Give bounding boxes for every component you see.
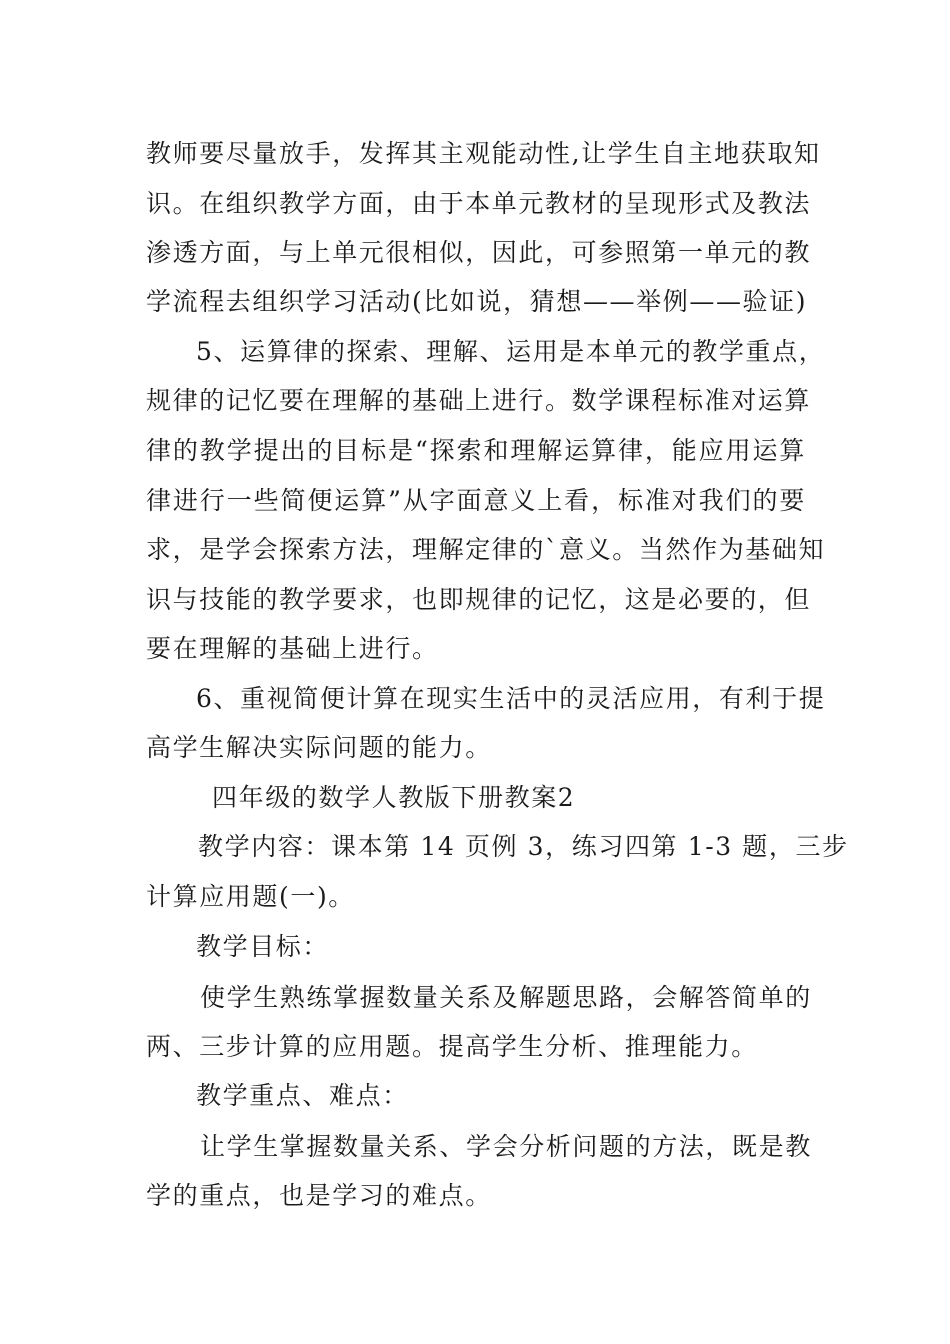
paragraph-line: 律进行一些简便运算”从字面意义上看，标准对我们的要 <box>146 486 806 515</box>
paragraph-line: 要在理解的基础上进行。 <box>146 634 439 663</box>
section-heading: 四年级的数学人教版下册教案2 <box>212 783 576 812</box>
paragraph-line: 规律的记忆要在理解的基础上进行。数学课程标准对运算 <box>146 386 812 415</box>
paragraph-line: 高学生解决实际问题的能力。 <box>146 733 492 762</box>
paragraph-line: 使学生熟练掌握数量关系及解题思路，会解答简单的 <box>200 983 812 1012</box>
paragraph-line: 教师要尽量放手，发挥其主观能动性,让学生自主地获取知 <box>146 139 821 168</box>
paragraph-line: 教学重点、难点： <box>196 1081 409 1110</box>
paragraph-line: 学的重点，也是学习的难点。 <box>146 1181 492 1210</box>
paragraph-line: 计算应用题(一)。 <box>146 882 355 911</box>
paragraph-line: 两、三步计算的应用题。提高学生分析、推理能力。 <box>146 1032 758 1061</box>
paragraph-line: 教学目标： <box>196 932 330 961</box>
paragraph-line: 识与技能的教学要求，也即规律的记忆，这是必要的，但 <box>146 585 812 614</box>
paragraph-line: 教学内容：课本第 14 页例 3，练习四第 1-3 题，三步 <box>198 832 849 861</box>
paragraph-line: 5、运算律的探索、理解、运用是本单元的教学重点， <box>196 337 826 366</box>
paragraph-line: 律的教学提出的目标是“探索和理解运算律，能应用运算 <box>146 436 806 465</box>
paragraph-line: 求，是学会探索方法，理解定律的`意义。当然作为基础知 <box>146 535 826 564</box>
paragraph-line: 学流程去组织学习活动(比如说，猜想——举例——验证) <box>146 287 808 316</box>
paragraph-line: 让学生掌握数量关系、学会分析问题的方法，既是教 <box>200 1132 812 1161</box>
paragraph-line: 识。在组织教学方面，由于本单元教材的呈现形式及教法 <box>146 189 812 218</box>
paragraph-line: 6、重视简便计算在现实生活中的灵活应用，有利于提 <box>196 684 826 713</box>
paragraph-line: 渗透方面，与上单元很相似，因此，可参照第一单元的教 <box>146 238 812 267</box>
